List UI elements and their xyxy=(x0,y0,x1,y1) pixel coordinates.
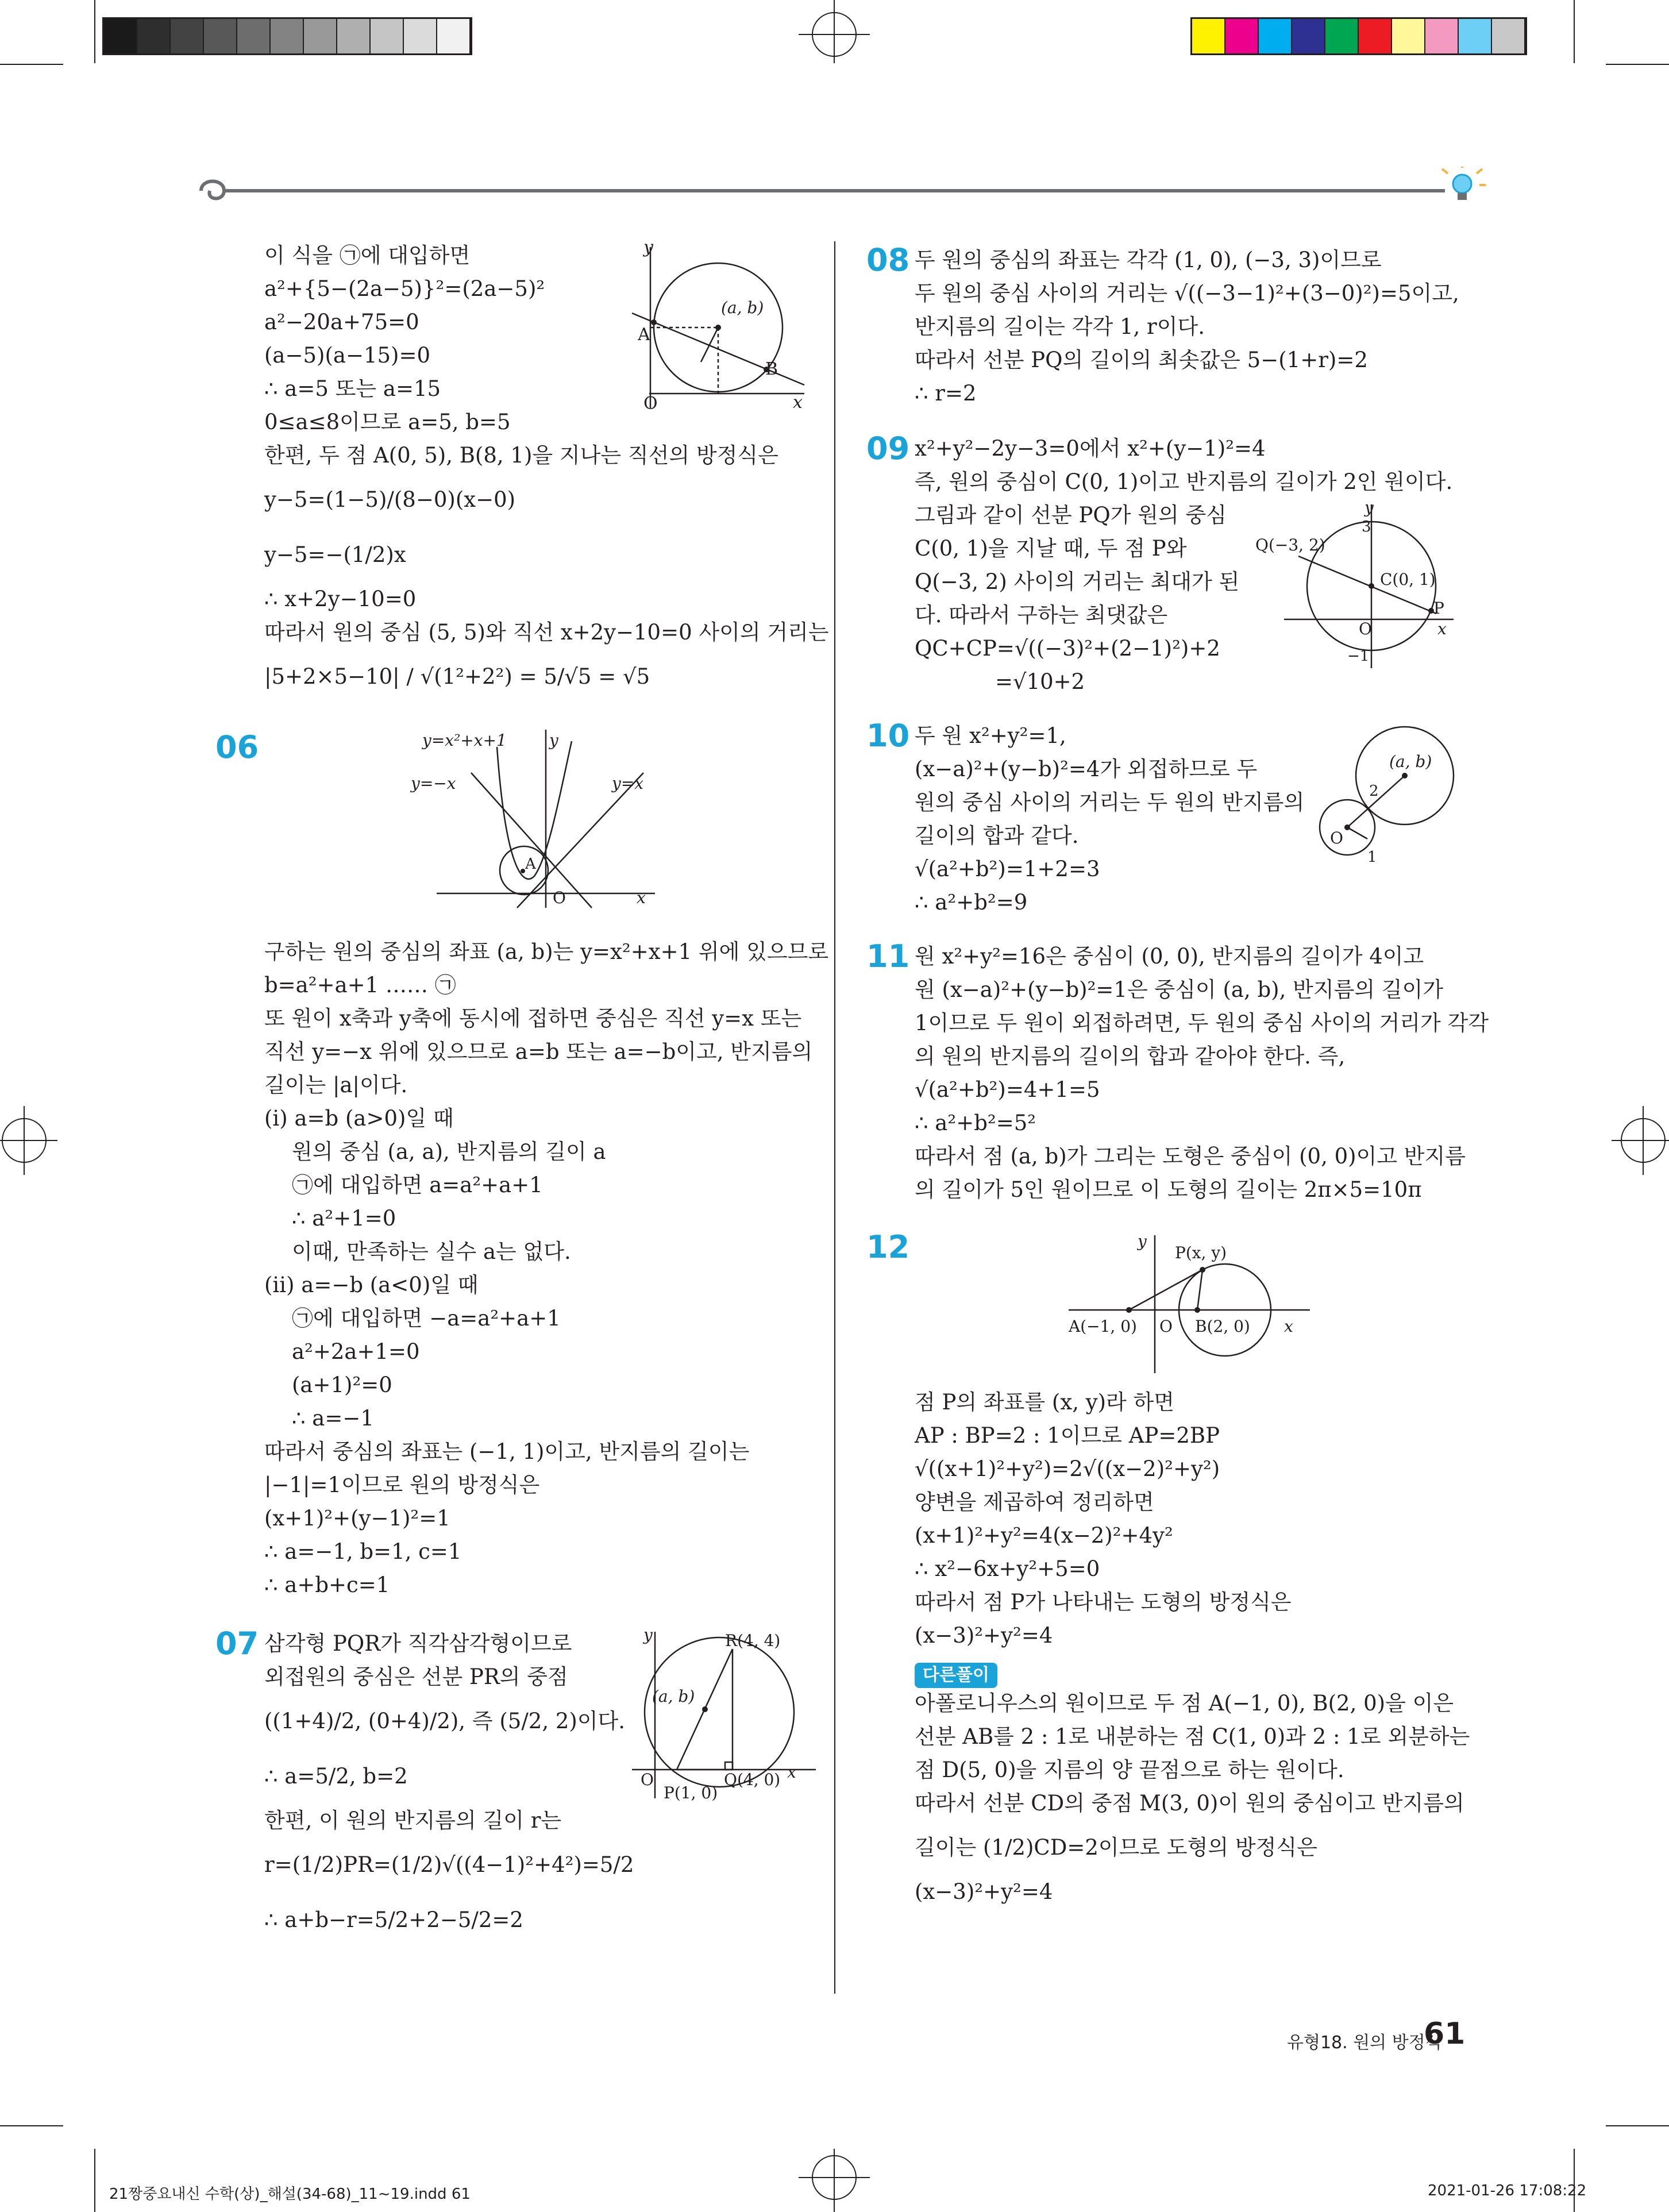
diagram-label: y xyxy=(643,241,653,257)
text-line: 점 D(5, 0)을 지름의 양 끝점으로 하는 원이다. xyxy=(915,1758,1344,1782)
diagram-label: O xyxy=(643,394,658,414)
diagram-label: y=−x xyxy=(411,774,456,793)
diagram-label: Q(4, 0) xyxy=(724,1770,781,1789)
text-line: 점 P의 좌표를 (x, y)라 하면 xyxy=(915,1390,1175,1415)
diagram-06-parabola xyxy=(402,724,678,914)
diagram-label: 2 xyxy=(1369,783,1379,800)
text-line: 길이는 |a|이다. xyxy=(264,1073,408,1097)
text-line: (x−a)²+(y−b)²=4가 외접하므로 두 xyxy=(915,757,1258,781)
problem-number-09: 09 xyxy=(866,430,910,467)
text-line: 한편, 이 원의 반지름의 길이 r는 xyxy=(264,1808,562,1833)
text-line: ∴ a=5 또는 a=15 xyxy=(264,376,441,401)
diagram-label: A xyxy=(525,855,536,873)
text-line: 아폴로니우스의 원이므로 두 점 A(−1, 0), B(2, 0)을 이은 xyxy=(915,1691,1454,1716)
diagram-label: O xyxy=(641,1770,654,1789)
text-line: ∴ a²+b²=5² xyxy=(915,1111,1036,1135)
diagram-10-tangent-circles xyxy=(1316,724,1459,873)
text-line: (x−3)²+y²=4 xyxy=(915,1879,1053,1904)
text-line: ∴ x+2y−10=0 xyxy=(264,587,417,611)
text-line: 두 원의 중심의 좌표는 각각 (1, 0), (−3, 3)이므로 xyxy=(915,248,1382,272)
header-rule xyxy=(190,167,1488,213)
text-line: 이때, 만족하는 실수 a는 없다. xyxy=(292,1239,571,1264)
diagram-label: A(−1, 0) xyxy=(1069,1317,1137,1336)
diagram-label: x xyxy=(637,888,646,907)
text-line: ㉠에 대입하면 a=a²+a+1 xyxy=(292,1173,543,1197)
text-line: 원 (x−a)²+(y−b)²=1은 중심이 (a, b), 반지름의 길이가 xyxy=(915,977,1444,1002)
text-line: ∴ a+b+c=1 xyxy=(264,1573,390,1597)
text-line: 두 원의 중심 사이의 거리는 √((−3−1)²+(3−0)²)=5이고, xyxy=(915,281,1459,306)
text-line: 따라서 점 (a, b)가 그리는 도형은 중심이 (0, 0)이고 반지름 xyxy=(915,1144,1466,1169)
text-line: b=a²+a+1 …… ㉠ xyxy=(264,973,456,997)
text-line: ㉠에 대입하면 −a=a²+a+1 xyxy=(292,1306,561,1331)
diagram-label: (a, b) xyxy=(721,298,764,317)
text-line: ∴ a=−1 xyxy=(292,1406,374,1431)
text-line: ∴ a²+1=0 xyxy=(292,1206,396,1231)
diagram-label: R(4, 4) xyxy=(725,1631,781,1650)
text-line: 한편, 두 점 A(0, 5), B(8, 1)을 지나는 직선의 방정식은 xyxy=(264,443,778,468)
diagram-label: y xyxy=(1365,499,1374,517)
diagram-label: 3 xyxy=(1362,518,1371,535)
text-line: 따라서 점 P가 나타내는 도형의 방정식은 xyxy=(915,1590,1292,1614)
text-line: 원의 중심 (a, a), 반지름의 길이 a xyxy=(292,1139,606,1164)
diagram-label: P(1, 0) xyxy=(664,1783,718,1802)
text-line: √(a²+b²)=1+2=3 xyxy=(915,857,1100,881)
page-number: 61 xyxy=(1424,2017,1466,2051)
diagram-label: x xyxy=(787,1763,796,1782)
text-line: 외접원의 중심은 선분 PR의 중점 xyxy=(264,1664,568,1689)
diagram-label: Q(−3, 2) xyxy=(1255,535,1325,554)
text-line: a²+2a+1=0 xyxy=(292,1339,420,1364)
diagram-label: y xyxy=(1138,1232,1147,1251)
formula-line: ∴ a+b−r=5/2+2−5/2=2 xyxy=(264,1907,523,1932)
text-line: (a+1)²=0 xyxy=(292,1373,392,1397)
text-line: 즉, 원의 중심이 C(0, 1)이고 반지름의 길이가 2인 원이다. xyxy=(915,469,1453,494)
text-line: 두 원 x²+y²=1, xyxy=(915,723,1066,748)
footer-timestamp: 2021-01-26 17:08:22 xyxy=(1428,2182,1587,2199)
diagram-09-circle xyxy=(1252,499,1459,671)
diagram-label: O xyxy=(1159,1317,1173,1336)
diagram-label: 1 xyxy=(1367,849,1377,866)
diagram-label: C(0, 1) xyxy=(1380,570,1436,589)
diagram-label: O xyxy=(553,888,566,907)
problem-number-08: 08 xyxy=(866,242,910,278)
footer-file-info: 21짱중요내신 수학(상)_해설(34-68)_11~19.indd 61 xyxy=(109,2186,471,2203)
diagram-label: x xyxy=(793,392,803,413)
text-line: a²−20a+75=0 xyxy=(264,310,419,334)
diagram-label: x xyxy=(1437,619,1447,638)
text-line: ∴ x²−6x+y²+5=0 xyxy=(915,1556,1100,1581)
diagram-label: P xyxy=(1433,599,1444,618)
text-line: a²+{5−(2a−5)}²=(2a−5)² xyxy=(264,276,545,301)
text-line: (ⅱ) a=−b (a<0)일 때 xyxy=(264,1273,479,1297)
formula-line: ∴ a=5/2, b=2 xyxy=(264,1764,408,1789)
diagram-05-circle-line xyxy=(620,241,816,414)
text-line: 직선 y=−x 위에 있으므로 a=b 또는 a=−b이고, 반지름의 xyxy=(264,1039,813,1064)
text-line: 구하는 원의 중심의 좌표 (a, b)는 y=x²+x+1 위에 있으므로 xyxy=(264,939,829,964)
diagram-label: y xyxy=(549,731,558,750)
text-line: C(0, 1)을 지날 때, 두 점 P와 xyxy=(915,536,1187,561)
text-line: 따라서 선분 PQ의 길이의 최솟값은 5−(1+r)=2 xyxy=(915,348,1368,372)
text-line: AP : BP=2 : 1이므로 AP=2BP xyxy=(915,1423,1220,1448)
text-line: 다. 따라서 구하는 최댓값은 xyxy=(915,603,1168,627)
text-line: QC+CP=√((−3)²+(2−1)²)+2 xyxy=(915,636,1220,661)
text-line: Q(−3, 2) 사이의 거리는 최대가 된 xyxy=(915,569,1240,594)
text-line: 따라서 중심의 좌표는 (−1, 1)이고, 반지름의 길이는 xyxy=(264,1439,750,1464)
text-line: (x+1)²+(y−1)²=1 xyxy=(264,1506,450,1531)
problem-number-06: 06 xyxy=(215,729,259,765)
text-line: =√10+2 xyxy=(995,669,1085,694)
text-line: 원 x²+y²=16은 중심이 (0, 0), 반지름의 길이가 4이고 xyxy=(915,944,1424,969)
diagram-12-apollonius xyxy=(1063,1230,1316,1379)
text-line: 또 원이 x축과 y축에 동시에 접하면 중심은 직선 y=x 또는 xyxy=(264,1006,802,1031)
text-line: ∴ r=2 xyxy=(915,381,977,406)
text-line: 양변을 제곱하여 정리하면 xyxy=(915,1490,1154,1515)
diagram-label: (a, b) xyxy=(652,1687,695,1706)
text-line: |−1|=1이므로 원의 방정식은 xyxy=(264,1473,540,1497)
running-head: 유형18. 원의 방정식 xyxy=(1287,2033,1442,2053)
text-line: 삼각형 PQR가 직각삼각형이므로 xyxy=(264,1631,572,1656)
diagram-label: y=x²+x+1 xyxy=(422,731,507,750)
text-line: (ⅰ) a=b (a>0)일 때 xyxy=(264,1106,454,1131)
text-line: √((x+1)²+y²)=2√((x−2)²+y²) xyxy=(915,1456,1220,1481)
diagram-label: A xyxy=(638,325,650,345)
alt-solution-badge-row xyxy=(915,1652,1466,1687)
text-line: ∴ a=−1, b=1, c=1 xyxy=(264,1539,462,1564)
formula-line: ((1+4)/2, (0+4)/2), 즉 (5/2, 2)이다. xyxy=(264,1709,626,1733)
diagram-07-triangle xyxy=(615,1626,827,1810)
solution-06 xyxy=(264,935,827,1602)
diagram-label: x xyxy=(1284,1317,1293,1336)
text-line: 반지름의 길이는 각각 1, r이다. xyxy=(915,314,1205,339)
problem-number-07: 07 xyxy=(215,1625,259,1662)
diagram-label: y xyxy=(643,1626,653,1644)
text-line: 선분 AB를 2 : 1로 내분하는 점 C(1, 0)과 2 : 1로 외분하는 xyxy=(915,1724,1470,1749)
diagram-label: O xyxy=(1359,619,1372,638)
diagram-label: (a, b) xyxy=(1389,752,1432,771)
diagram-label: P(x, y) xyxy=(1175,1243,1227,1262)
text-line: 길이의 합과 같다. xyxy=(915,823,1079,848)
text-line: (x−3)²+y²=4 xyxy=(915,1623,1053,1648)
solution-08 xyxy=(915,244,1466,410)
text-line: (a−5)(a−15)=0 xyxy=(264,343,431,368)
text-line: (x+1)²+y²=4(x−2)²+4y² xyxy=(915,1523,1173,1548)
problem-number-10: 10 xyxy=(866,718,910,754)
formula-line: |5+2×5−10| / √(1²+2²) = 5/√5 = √5 xyxy=(264,664,650,689)
diagram-label: B(2, 0) xyxy=(1195,1317,1250,1336)
text-line: 원의 중심 사이의 거리는 두 원의 반지름의 xyxy=(915,790,1305,815)
text-line: x²+y²−2y−3=0에서 x²+(y−1)²=4 xyxy=(915,436,1266,461)
diagram-label: O xyxy=(1330,828,1343,847)
text-line: 의 길이가 5인 원이므로 이 도형의 길이는 2π×5=10π xyxy=(915,1177,1422,1202)
text-line: 의 원의 반지름의 길이의 합과 같아야 한다. 즉, xyxy=(915,1044,1346,1069)
formula-line: r=(1/2)PR=(1/2)√((4−1)²+4²)=5/2 xyxy=(264,1852,634,1877)
text-line: 0≤a≤8이므로 a=5, b=5 xyxy=(264,410,511,434)
text-line: 그림과 같이 선분 PQ가 원의 중심 xyxy=(915,503,1227,527)
formula-line: y−5=(1−5)/(8−0)(x−0) xyxy=(264,487,516,512)
text-line: ∴ a²+b²=9 xyxy=(915,890,1028,915)
solution-11 xyxy=(915,940,1489,1207)
diagram-label: −1 xyxy=(1347,648,1370,665)
problem-number-12: 12 xyxy=(866,1229,910,1265)
column-divider xyxy=(834,241,835,1994)
text-line: 따라서 원의 중심 (5, 5)와 직선 x+2y−10=0 사이의 거리는 xyxy=(264,620,829,645)
lightbulb-icon xyxy=(1442,167,1486,200)
diagram-label: B xyxy=(765,359,778,379)
text-line: 1이므로 두 원이 외접하려면, 두 원의 중심 사이의 거리가 각각 xyxy=(915,1011,1489,1035)
alt-solution-badge: 다른풀이 xyxy=(915,1663,997,1688)
solution-12 xyxy=(915,1386,1470,1909)
problem-number-11: 11 xyxy=(866,938,910,974)
text-line: 따라서 선분 CD의 중점 M(3, 0)이 원의 중심이고 반지름의 xyxy=(915,1791,1464,1816)
formula-line: 길이는 (1/2)CD=2이므로 도형의 방정식은 xyxy=(915,1835,1317,1860)
text-line: √(a²+b²)=4+1=5 xyxy=(915,1077,1100,1102)
formula-line: y−5=−(1/2)x xyxy=(264,542,406,567)
text-line: 이 식을 ㉠에 대입하면 xyxy=(264,243,471,268)
diagram-label: y=x xyxy=(612,774,644,793)
